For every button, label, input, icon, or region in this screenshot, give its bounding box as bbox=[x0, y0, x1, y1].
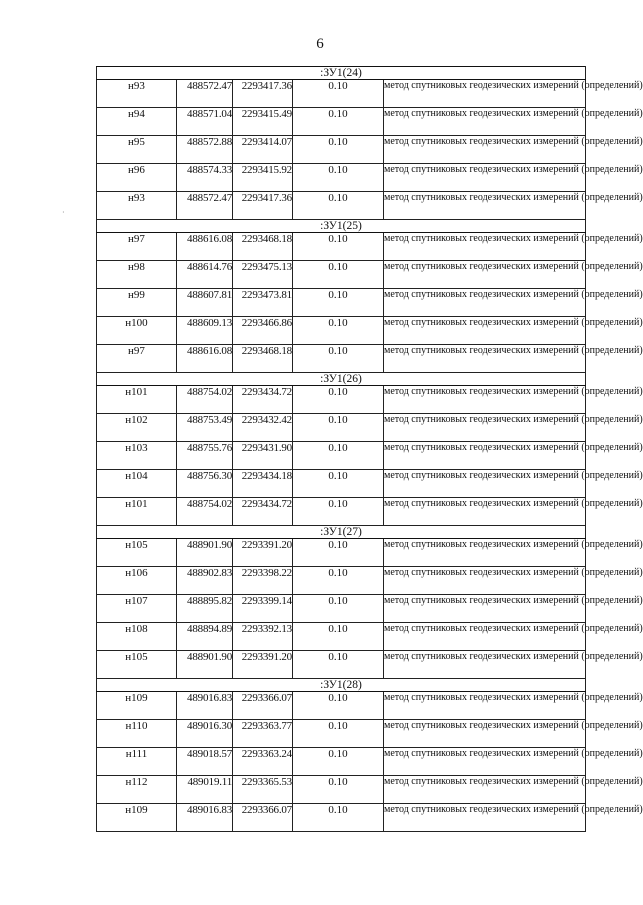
y-coordinate-cell: 2293398.22 bbox=[233, 567, 293, 595]
point-name-cell: н111 bbox=[97, 748, 177, 776]
y-coordinate-cell: 2293468.18 bbox=[233, 345, 293, 373]
y-coordinate-cell: 2293414.07 bbox=[233, 136, 293, 164]
x-coordinate-cell: 488616.08 bbox=[177, 345, 233, 373]
y-coordinate-cell: 2293392.13 bbox=[233, 623, 293, 651]
table-row bbox=[97, 567, 586, 595]
y-coordinate-cell: 2293475.13 bbox=[233, 261, 293, 289]
method-cell: метод спутниковых геодезических измерений (определений) bbox=[384, 442, 586, 470]
point-name-cell: н93 bbox=[97, 80, 177, 108]
y-coordinate-cell: 2293432.42 bbox=[233, 414, 293, 442]
x-coordinate-cell: 488607.81 bbox=[177, 289, 233, 317]
point-name-cell: н101 bbox=[97, 498, 177, 526]
accuracy-cell: 0.10 bbox=[293, 261, 384, 289]
method-cell: метод спутниковых геодезических измерений (определений) bbox=[384, 692, 586, 720]
y-coordinate-cell: 2293434.72 bbox=[233, 498, 293, 526]
table-row bbox=[97, 192, 586, 220]
table-row bbox=[97, 233, 586, 261]
point-name-cell: н105 bbox=[97, 651, 177, 679]
accuracy-cell: 0.10 bbox=[293, 595, 384, 623]
x-coordinate-cell: 488894.89 bbox=[177, 623, 233, 651]
accuracy-cell: 0.10 bbox=[293, 136, 384, 164]
point-name-cell: н97 bbox=[97, 233, 177, 261]
point-name-cell: н97 bbox=[97, 345, 177, 373]
table-row bbox=[97, 470, 586, 498]
coordinates-table bbox=[96, 66, 643, 832]
method-cell: метод спутниковых геодезических измерений (определений) bbox=[384, 470, 586, 498]
point-name-cell: н104 bbox=[97, 470, 177, 498]
method-cell: метод спутниковых геодезических измерений (определений) bbox=[384, 720, 586, 748]
y-coordinate-cell: 2293363.77 bbox=[233, 720, 293, 748]
table-row bbox=[97, 651, 586, 679]
method-cell: метод спутниковых геодезических измерений (определений) bbox=[384, 623, 586, 651]
accuracy-cell: 0.10 bbox=[293, 692, 384, 720]
point-name-cell: н101 bbox=[97, 386, 177, 414]
accuracy-cell: 0.10 bbox=[293, 108, 384, 136]
point-name-cell: н108 bbox=[97, 623, 177, 651]
table-row bbox=[97, 80, 586, 108]
y-coordinate-cell: 2293468.18 bbox=[233, 233, 293, 261]
x-coordinate-cell: 489019.11 bbox=[177, 776, 233, 804]
y-coordinate-cell: 2293434.72 bbox=[233, 386, 293, 414]
y-coordinate-cell: 2293415.92 bbox=[233, 164, 293, 192]
y-coordinate-cell: 2293363.24 bbox=[233, 748, 293, 776]
method-cell: метод спутниковых геодезических измерений (определений) bbox=[384, 108, 586, 136]
point-name-cell: н107 bbox=[97, 595, 177, 623]
x-coordinate-cell: 488609.13 bbox=[177, 317, 233, 345]
method-cell: метод спутниковых геодезических измерений (определений) bbox=[384, 261, 586, 289]
y-coordinate-cell: 2293391.20 bbox=[233, 539, 293, 567]
x-coordinate-cell: 488754.02 bbox=[177, 498, 233, 526]
point-name-cell: н98 bbox=[97, 261, 177, 289]
accuracy-cell: 0.10 bbox=[293, 345, 384, 373]
table-row bbox=[97, 748, 586, 776]
point-name-cell: н105 bbox=[97, 539, 177, 567]
y-coordinate-cell: 2293415.49 bbox=[233, 108, 293, 136]
method-cell: метод спутниковых геодезических измерений (определений) bbox=[384, 414, 586, 442]
parcel-group-header bbox=[97, 220, 586, 233]
method-cell: метод спутниковых геодезических измерений (определений) bbox=[384, 539, 586, 567]
page-number: 6 bbox=[316, 36, 324, 52]
accuracy-cell: 0.10 bbox=[293, 498, 384, 526]
method-cell: метод спутниковых геодезических измерений (определений) bbox=[384, 317, 586, 345]
point-name-cell: н110 bbox=[97, 720, 177, 748]
table-row bbox=[97, 164, 586, 192]
accuracy-cell: 0.10 bbox=[293, 651, 384, 679]
accuracy-cell: 0.10 bbox=[293, 748, 384, 776]
parcel-group-header bbox=[97, 373, 586, 386]
table-row bbox=[97, 289, 586, 317]
table-row bbox=[97, 623, 586, 651]
x-coordinate-cell: 488571.04 bbox=[177, 108, 233, 136]
x-coordinate-cell: 488574.33 bbox=[177, 164, 233, 192]
table-row bbox=[97, 776, 586, 804]
point-name-cell: н109 bbox=[97, 804, 177, 832]
x-coordinate-cell: 488753.49 bbox=[177, 414, 233, 442]
method-cell: метод спутниковых геодезических измерений (определений) bbox=[384, 776, 586, 804]
accuracy-cell: 0.10 bbox=[293, 470, 384, 498]
x-coordinate-cell: 489018.57 bbox=[177, 748, 233, 776]
method-cell: метод спутниковых геодезических измерений (определений) bbox=[384, 80, 586, 108]
y-coordinate-cell: 2293365.53 bbox=[233, 776, 293, 804]
accuracy-cell: 0.10 bbox=[293, 442, 384, 470]
y-coordinate-cell: 2293473.81 bbox=[233, 289, 293, 317]
x-coordinate-cell: 488755.76 bbox=[177, 442, 233, 470]
x-coordinate-cell: 488756.30 bbox=[177, 470, 233, 498]
parcel-group-header bbox=[97, 526, 586, 539]
point-name-cell: н109 bbox=[97, 692, 177, 720]
method-cell: метод спутниковых геодезических измерений (определений) bbox=[384, 651, 586, 679]
accuracy-cell: 0.10 bbox=[293, 720, 384, 748]
point-name-cell: н102 bbox=[97, 414, 177, 442]
table-row bbox=[97, 442, 586, 470]
point-name-cell: н106 bbox=[97, 567, 177, 595]
accuracy-cell: 0.10 bbox=[293, 164, 384, 192]
point-name-cell: н112 bbox=[97, 776, 177, 804]
accuracy-cell: 0.10 bbox=[293, 317, 384, 345]
table-row bbox=[97, 136, 586, 164]
parcel-title: :ЗУ1(26) bbox=[97, 373, 586, 386]
accuracy-cell: 0.10 bbox=[293, 539, 384, 567]
point-name-cell: н94 bbox=[97, 108, 177, 136]
table-row bbox=[97, 386, 586, 414]
accuracy-cell: 0.10 bbox=[293, 623, 384, 651]
x-coordinate-cell: 488901.90 bbox=[177, 539, 233, 567]
table-row bbox=[97, 345, 586, 373]
x-coordinate-cell: 488902.83 bbox=[177, 567, 233, 595]
y-coordinate-cell: 2293366.07 bbox=[233, 804, 293, 832]
table-row bbox=[97, 804, 586, 832]
x-coordinate-cell: 488572.47 bbox=[177, 80, 233, 108]
point-name-cell: н93 bbox=[97, 192, 177, 220]
y-coordinate-cell: 2293417.36 bbox=[233, 192, 293, 220]
table-row bbox=[97, 720, 586, 748]
scan-mark: · bbox=[62, 208, 65, 217]
method-cell: метод спутниковых геодезических измерений (определений) bbox=[384, 345, 586, 373]
y-coordinate-cell: 2293366.07 bbox=[233, 692, 293, 720]
y-coordinate-cell: 2293399.14 bbox=[233, 595, 293, 623]
x-coordinate-cell: 488754.02 bbox=[177, 386, 233, 414]
parcel-title: :ЗУ1(24) bbox=[97, 67, 586, 80]
x-coordinate-cell: 488572.88 bbox=[177, 136, 233, 164]
accuracy-cell: 0.10 bbox=[293, 567, 384, 595]
table-row bbox=[97, 108, 586, 136]
method-cell: метод спутниковых геодезических измерений (определений) bbox=[384, 498, 586, 526]
table-row bbox=[97, 498, 586, 526]
method-cell: метод спутниковых геодезических измерений (определений) bbox=[384, 386, 586, 414]
y-coordinate-cell: 2293391.20 bbox=[233, 651, 293, 679]
y-coordinate-cell: 2293434.18 bbox=[233, 470, 293, 498]
method-cell: метод спутниковых геодезических измерений (определений) bbox=[384, 164, 586, 192]
parcel-group-header bbox=[97, 67, 586, 80]
x-coordinate-cell: 488895.82 bbox=[177, 595, 233, 623]
table-row bbox=[97, 692, 586, 720]
accuracy-cell: 0.10 bbox=[293, 776, 384, 804]
method-cell: метод спутниковых геодезических измерений (определений) bbox=[384, 567, 586, 595]
table-row bbox=[97, 539, 586, 567]
method-cell: метод спутниковых геодезических измерений (определений) bbox=[384, 136, 586, 164]
point-name-cell: н103 bbox=[97, 442, 177, 470]
parcel-group-header bbox=[97, 679, 586, 692]
point-name-cell: н100 bbox=[97, 317, 177, 345]
point-name-cell: н99 bbox=[97, 289, 177, 317]
parcel-title: :ЗУ1(25) bbox=[97, 220, 586, 233]
method-cell: метод спутниковых геодезических измерений (определений) bbox=[384, 595, 586, 623]
accuracy-cell: 0.10 bbox=[293, 804, 384, 832]
accuracy-cell: 0.10 bbox=[293, 80, 384, 108]
method-cell: метод спутниковых геодезических измерений (определений) bbox=[384, 804, 586, 832]
x-coordinate-cell: 489016.83 bbox=[177, 692, 233, 720]
parcel-title: :ЗУ1(27) bbox=[97, 526, 586, 539]
accuracy-cell: 0.10 bbox=[293, 289, 384, 317]
table-row bbox=[97, 414, 586, 442]
x-coordinate-cell: 488572.47 bbox=[177, 192, 233, 220]
y-coordinate-cell: 2293417.36 bbox=[233, 80, 293, 108]
table-row bbox=[97, 261, 586, 289]
x-coordinate-cell: 488614.76 bbox=[177, 261, 233, 289]
method-cell: метод спутниковых геодезических измерений (определений) bbox=[384, 748, 586, 776]
accuracy-cell: 0.10 bbox=[293, 192, 384, 220]
table-row bbox=[97, 317, 586, 345]
method-cell: метод спутниковых геодезических измерений (определений) bbox=[384, 233, 586, 261]
y-coordinate-cell: 2293466.86 bbox=[233, 317, 293, 345]
x-coordinate-cell: 488901.90 bbox=[177, 651, 233, 679]
accuracy-cell: 0.10 bbox=[293, 233, 384, 261]
x-coordinate-cell: 489016.83 bbox=[177, 804, 233, 832]
y-coordinate-cell: 2293431.90 bbox=[233, 442, 293, 470]
accuracy-cell: 0.10 bbox=[293, 386, 384, 414]
point-name-cell: н95 bbox=[97, 136, 177, 164]
x-coordinate-cell: 488616.08 bbox=[177, 233, 233, 261]
accuracy-cell: 0.10 bbox=[293, 414, 384, 442]
x-coordinate-cell: 489016.30 bbox=[177, 720, 233, 748]
method-cell: метод спутниковых геодезических измерений (определений) bbox=[384, 289, 586, 317]
table-row bbox=[97, 595, 586, 623]
point-name-cell: н96 bbox=[97, 164, 177, 192]
method-cell: метод спутниковых геодезических измерений (определений) bbox=[384, 192, 586, 220]
parcel-title: :ЗУ1(28) bbox=[97, 679, 586, 692]
